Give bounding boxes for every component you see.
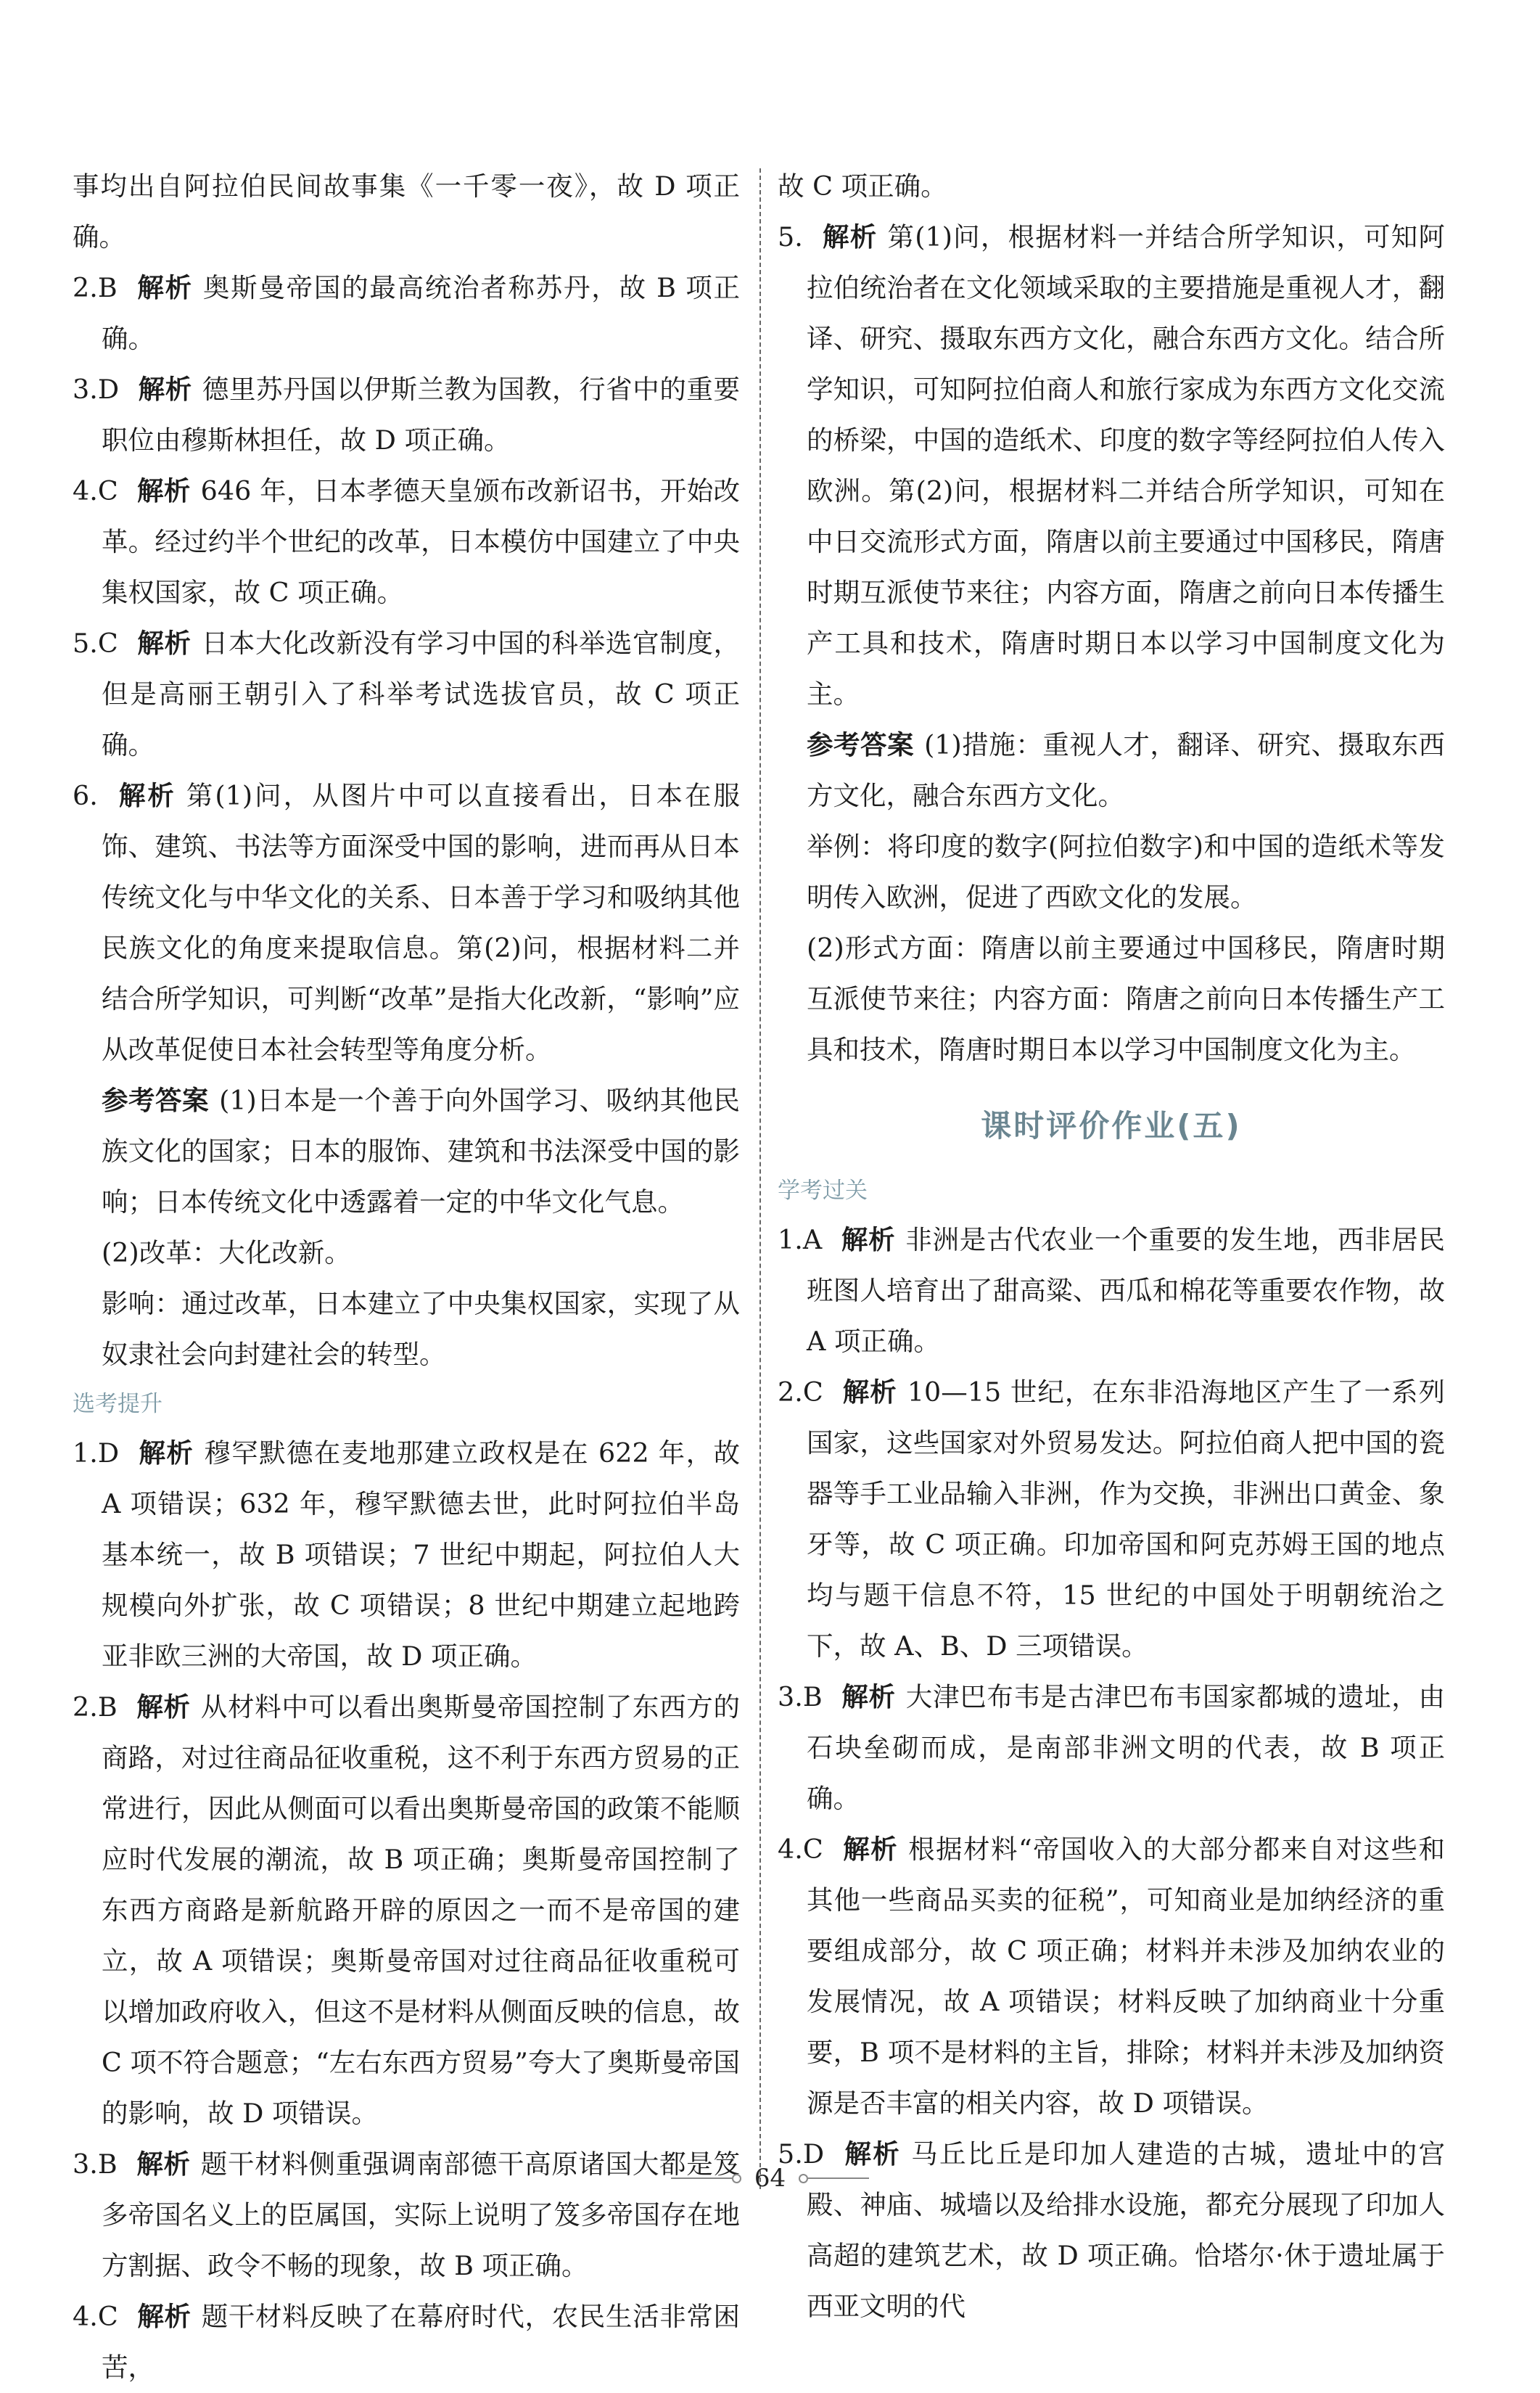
answer-item [73,263,740,364]
paragraph: 举例：将印度的数字(阿拉伯数字)和中国的造纸术等发明传入欧洲，促进了西欧文化的发展。 [807,831,1445,913]
footer-ornament-left [671,2174,741,2183]
reference-answer [778,720,1445,821]
answer-item [778,1215,1445,1367]
footer-ornament-right [799,2174,869,2183]
item-text: 第(1)问，从图片中可以直接看出，日本在服饰、建筑、书法等方面深受中国的影响，进而再从日本传统文化与中华文化的关系、日本善于学习和吸纳其他民族文化的角度来提取信息。第(2)问，根据材料二并结合所学知识，可判断“改革”是指大化改新，“影响”应从改革促使日本社会转型等角度分析。 [102,780,741,1065]
analysis-label: 解析 [138,374,192,405]
analysis-label: 解析 [136,1691,191,1723]
item-text: 从材料中可以看出奥斯曼帝国控制了东西方的商路，对过往商品征收重税，这不利于东西方贸易的正常进行，因此从侧面可以看出奥斯曼帝国的政策不能顺应时代发展的潮流，故 B 项正确；奥斯曼帝国控制了东西方商路是新航路开辟的原因之一而不是帝国的建立，故 A 项错误；奥斯曼帝国对过往商品征收重税可以增加政府收入，但这不是材料从侧面反映的信息，故 C 项不符合题意；“左右东西方贸易”夸大了奥斯曼帝国的影响，故 D 项错误。 [102,1691,741,2129]
paragraph: (2)改革：大化改新。 [102,1237,351,1268]
item-text: 德里苏丹国以伊斯兰教为国教，行省中的重要职位由穆斯林担任，故 D 项正确。 [102,374,741,456]
answer-item [73,1682,740,2139]
question-number: 6. [73,780,98,811]
answer-item [73,364,740,466]
question-number: 5.D [778,2138,825,2170]
question-number: 5. [778,221,803,253]
paragraph: 影响：通过改革，日本建立了中央集权国家，实现了从奴隶社会向封建社会的转型。 [102,1288,740,1370]
question-number: 4.C [73,475,118,506]
answer-item [73,618,740,771]
item-text: 根据材料“帝国收入的大部分都来自对这些和其他一些商品买卖的征税”，可知商业是加纳经济的重要组成部分，故 C 项正确；材料并未涉及加纳农业的发展情况，故 A 项错误；材料反映了加纳商业十分重要，B 项不是材料的主旨，排除；材料并未涉及加纳资源是否丰富的相关内容，故 D 项错误。 [807,1834,1445,2119]
item-text: 奥斯曼帝国的最高统治者称苏丹，故 B 项正确。 [102,272,741,354]
answer-item [778,1824,1445,2129]
answer-item [73,1428,740,1682]
item-text: 马丘比丘是印加人建造的古城，遗址中的宫殿、神庙、城墙以及给排水设施，都充分展现了印加人高超的建筑艺术，故 D 项正确。恰塔尔·休于遗址属于西亚文明的代 [807,2138,1446,2322]
question-number: 1.A [778,1224,823,1255]
answer-text: (1)措施：重视人才，翻译、研究、摄取东西方文化，融合东西方文化。 [807,729,1446,811]
reference-answer [73,1075,740,1228]
answer-item [73,2291,740,2393]
question-number: 2.C [778,1376,823,1408]
item-text: 大津巴布韦是古津巴布韦国家都城的遗址，由石块垒砌而成，是南部非洲文明的代表，故 B 项正确。 [807,1681,1446,1814]
answer-item [778,1672,1445,1824]
item-text: 646 年，日本孝德天皇颁布改新诏书，开始改革。经过约半个世纪的改革，日本模仿中国建立了中央集权国家，故 C 项正确。 [102,475,740,608]
continued-text: 事均出自阿拉伯民间故事集《一千零一夜》，故 D 项正确。 [73,171,740,253]
question-number: 4.C [73,2301,118,2332]
item-text: 10—15 世纪，在东非沿海地区产生了一系列国家，这些国家对外贸易发达。阿拉伯商人把中国的瓷器等手工业品输入非洲，作为交换，非洲出口黄金、象牙等，故 C 项正确。印加帝国和阿克苏姆王国的地点均与题干信息不符，15 世纪的中国处于明朝统治之下，故 A、B、D 三项错误。 [807,1376,1446,1662]
answer-item [73,771,740,1075]
analysis-label: 解析 [136,628,192,659]
question-number: 3.B [778,1681,823,1712]
left-column [73,161,740,2393]
question-number: 3.B [73,2148,118,2180]
item-text: 穆罕默德在麦地那建立政权是在 622 年，故 A 项错误；632 年，穆罕默德去世，此时阿拉伯半岛基本统一，故 B 项错误；7 世纪中期起，阿拉伯人大规模向外扩张，故 C 项错误；8 世纪中期建立起地跨亚非欧三洲的大帝国，故 D 项正确。 [102,1437,740,1672]
chapter-title: 课时评价作业(五) [981,1108,1242,1144]
answer-item [778,2129,1445,2332]
question-number: 2.B [73,272,118,303]
item-text: 题干材料反映了在幕府时代，农民生活非常困苦， [102,2301,741,2383]
analysis-label: 解析 [821,221,878,253]
item-text: 题干材料侧重强调南部德干高原诸国大都是笈多帝国名义上的臣属国，实际上说明了笈多帝国存在地方割据、政令不畅的现象，故 B 项正确。 [102,2148,741,2281]
answer-item [73,2139,740,2291]
page-number: 64 [754,2164,786,2193]
section-heading: 选考提升 [73,1391,162,1417]
page-footer [0,2164,1540,2193]
answer-item [73,466,740,618]
answer-item [778,212,1445,720]
question-number: 2.B [73,1691,118,1723]
answer-item [778,1367,1445,1672]
column-divider [759,168,761,2189]
item-text: 非洲是古代农业一个重要的发生地，西非居民班图人培育出了甜高粱、西瓜和棉花等重要农作物，故 A 项正确。 [807,1224,1445,1357]
analysis-label: 解析 [136,272,193,303]
section-heading: 学考过关 [778,1178,868,1204]
reference-answer-label: 参考答案 [807,729,915,760]
analysis-label: 解析 [138,1437,194,1469]
right-column [778,161,1445,2332]
analysis-label: 解析 [116,780,176,811]
continued-text: 故 C 项正确。 [778,171,947,202]
analysis-label: 解析 [843,2138,902,2170]
analysis-label: 解析 [841,1376,897,1408]
reference-answer-label: 参考答案 [102,1085,210,1116]
analysis-label: 解析 [136,2301,192,2332]
question-number: 3.D [73,374,120,405]
analysis-label: 解析 [136,475,191,506]
question-number: 1.D [73,1437,120,1469]
analysis-label: 解析 [841,1681,896,1712]
analysis-label: 解析 [841,1224,896,1255]
paragraph: (2)形式方面：隋唐以前主要通过中国移民，隋唐时期互派使节来往；内容方面：隋唐之前向日本传播生产工具和技术，隋唐时期日本以学习中国制度文化为主。 [807,932,1445,1065]
answer-text: (1)日本是一个善于向外国学习、吸纳其他民族文化的国家；日本的服饰、建筑和书法深受中国的影响；日本传统文化中透露着一定的中华文化气息。 [102,1085,741,1218]
item-text: 第(1)问，根据材料一并结合所学知识，可知阿拉伯统治者在文化领域采取的主要措施是重视人才，翻译、研究、摄取东西方文化，融合东西方文化。结合所学知识，可知阿拉伯商人和旅行家成为东西方文化交流的桥梁，中国的造纸术、印度的数字等经阿拉伯人传入欧洲。第(2)问，根据材料二并结合所学知识，可知在中日交流形式方面，隋唐以前主要通过中国移民，隋唐时期互派使节来往；内容方面，隋唐之前向日本传播生产工具和技术，隋唐时期日本以学习中国制度文化为主。 [807,221,1446,710]
analysis-label: 解析 [841,1834,899,1865]
analysis-label: 解析 [136,2148,191,2180]
question-number: 5.C [73,628,118,659]
item-text: 日本大化改新没有学习中国的科举选官制度，但是高丽王朝引入了科举考试选拔官员，故 C 项正确。 [102,628,741,760]
question-number: 4.C [778,1834,823,1865]
